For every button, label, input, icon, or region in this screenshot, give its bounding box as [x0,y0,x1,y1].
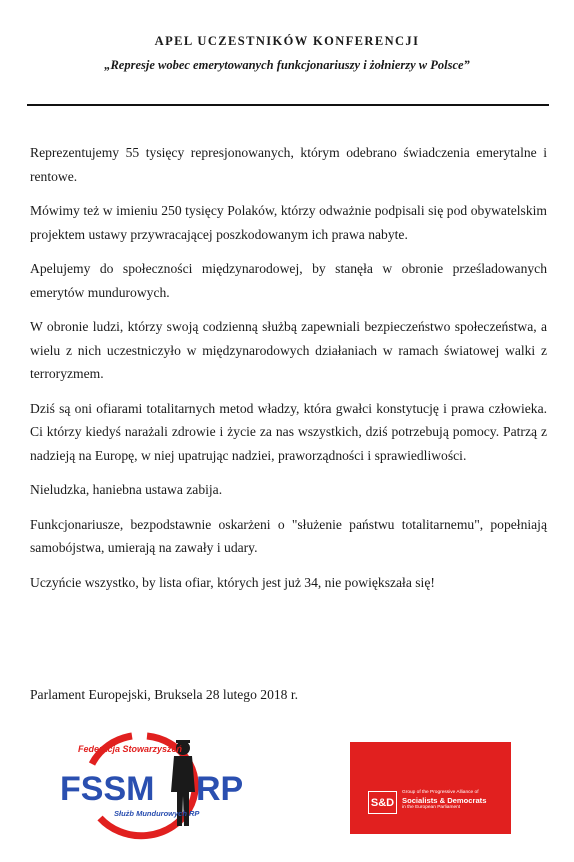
paragraph: Uczyńcie wszystko, by lista ofiar, których jest już 34, nie powiększała się! [30,574,435,590]
sd-line-3: in the European Parliament [402,805,461,810]
paragraph: Apelujemy do społeczności międzynarodowej, by stanęła w obronie prześladowanych emerytów mundurowych. [30,261,547,300]
logo-main-text: FSSM [60,770,155,808]
sd-badge: S&D [368,791,397,814]
paragraph: Reprezentujemy 55 tysięcy represjonowanych, którym odebrano świadczenia emerytalne i rentowe. [30,145,547,184]
paragraph: Funkcjonariusze, bezpodstawnie oskarżeni o "służenie państwu totalitarnemu", popełniają samobójstwa, umierają na zawały i udary. [30,516,547,555]
logo-top-text: Federacja Stowarzyszeń [78,744,183,754]
paragraph: Dziś są oni ofiarami totalitarnych metod władzy, która gwałci konstytucję i prawa człowieka. Ci którzy kiedyś narażali zdrowie i życie za nas wszystkich, dziś potrzebują pomocy. Patrzą z nadzieją na Europę, w niej upatrując nadziei, praworządności i sprawiedliwości. [30,400,547,463]
sd-socialists: Socialists [402,796,438,805]
appeal-body [30,141,547,605]
sd-line-2 [402,796,486,805]
header-divider [27,104,549,106]
document-header [0,34,574,73]
paragraph: Nieludzka, haniebna ustawa zabija. [30,482,223,497]
conference-subtitle: „Represje wobec emerytowanych funkcjonariuszy i żołnierzy w Polsce” [104,58,470,72]
paragraph: Mówimy też w imieniu 250 tysięcy Polaków, którzy odważnie podpisali się pod obywatelskim projektem ustawy przywracającej poszkodowanym ich prawa nabyte. [30,203,547,242]
logo-bottom-text: Służb Mundurowych RP [114,809,200,818]
document-title: APEL UCZESTNIKÓW KONFERENCJI [154,34,420,48]
place-and-date: Parlament Europejski, Bruksela 28 lutego 2018 r. [30,687,299,702]
sd-democrats: & Democrats [439,796,487,805]
paragraph: W obronie ludzi, którzy swoją codzienną służbą zapewniali bezpieczeństwo społeczeństwa, a wielu z nich uczestniczyło w międzynarodowych działaniach w ramach światowej walki z terroryzmem. [30,319,547,381]
sd-wordmark [402,790,486,811]
fssm-rp-logo-graphic [52,722,242,840]
fssm-rp-logo [52,722,242,840]
logo-rp-text: RP [196,770,242,808]
sd-group-logo [350,742,511,834]
sd-line-1: Group of the Progressive Alliance of [402,790,479,795]
